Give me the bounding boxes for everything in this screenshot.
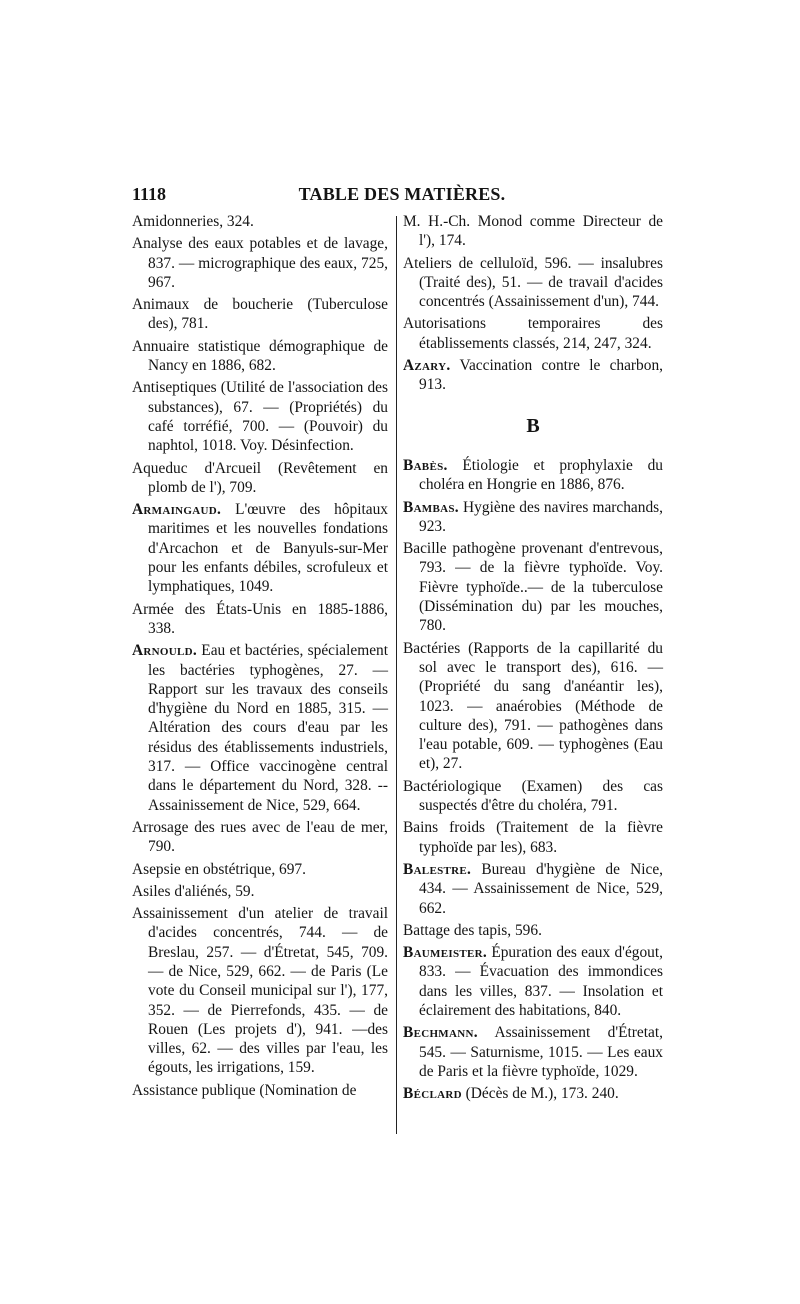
left-column [132,212,388,1103]
entry-text: Arrosage des rues avec de l'eau de mer, 790. [132,818,388,856]
index-entry [132,212,388,231]
index-entry [403,1084,663,1103]
entry-author: Azary. [403,357,451,375]
entry-author: Baumeister. [403,944,488,962]
index-entry [403,818,663,857]
entry-text: Battage des tapis, 596. [403,921,542,939]
entry-author: Bechmann. [403,1024,478,1042]
index-entry [132,818,388,857]
page-number: 1118 [132,184,167,204]
running-title: TABLE DES MATIÈRES. [298,184,506,204]
entry-author: Béclard [403,1085,462,1103]
entry-text: Ateliers de celluloïd, 596. — insalubres (Traité des), 51. — de travail d'acides concentrés (Assainissement d'un), 744. [403,254,663,311]
entry-text: Eau et bactéries, spécialement les bactéries typhogènes, 27. — Rapport sur les travaux des conseils d'hygiène du Nord en 1885, 315. — Altération des cours d'eau par les résidus des établissements industriels, 317. — Office vaccinogène central dans le département du Nord, 328. -- Assainissement de Nice, 529, 664. [148,642,388,814]
index-entry [403,860,663,918]
index-entry [403,777,663,816]
index-entry [403,539,663,635]
entry-author: Balestre. [403,860,472,878]
index-entry [132,641,388,815]
right-column-top-entries [403,212,663,395]
entry-text: Bureau d'hygiène de Nice, 434. — Assainissement de Nice, 529, 662. [419,860,663,917]
index-entry [132,459,388,498]
entry-text: Autorisations temporaires des établissements classés, 214, 247, 324. [403,315,663,352]
index-entry [403,456,663,495]
entry-text: Amidonneries, 324. [132,213,254,230]
entry-text: Assistance publique (Nomination de [132,1081,357,1099]
index-entry [132,904,388,1078]
index-entry [403,943,663,1020]
entry-text: Assainissement d'Étretat, 545. — Saturnisme, 1015. — Les eaux de Paris et la fièvre typhoïde, 1029. [419,1024,663,1080]
entry-text: Aqueduc d'Arcueil (Revêtement en plomb de l'), 709. [132,459,388,496]
index-entry [403,498,663,537]
entry-text: Bains froids (Traitement de la fièvre typhoïde par les), 683. [403,819,663,856]
entry-text: Antiseptiques (Utilité de l'association des substances), 67. — (Propriétés) du café torréfié, 700. — (Pouvoir) du naphtol, 1018. Voy. Désinfection. [132,379,388,455]
index-entry [132,500,388,596]
index-entry [132,234,388,292]
section-letter: B [526,414,540,437]
entry-text: L'œuvre des hôpitaux maritimes et les nouvelles fondations d'Arcachon et de Banyuls-sur-Mer pour les enfants débiles, scrofuleux et lymphatiques, 1049. [148,501,388,596]
entry-text: Hygiène des navires marchands, 923. [419,498,663,535]
entry-text: Épuration des eaux d'égout, 833. — Évacuation des immondices dans les villes, 837. — Insolation et éclairement des habitations, 840. [419,944,663,1019]
entry-text: Asiles d'aliénés, 59. [132,882,255,900]
entry-text: Vaccination contre le charbon, 913. [419,357,663,394]
entry-text: Bactériologique (Examen) des cas suspectés d'être du choléra, 791. [403,777,663,815]
entry-text: Bactéries (Rapports de la capillarité du sol avec le transport des), 616. — (Propriété du sang d'anéantir les), 1023. — anaérobies (Méthode de culture des), 791. — pathogènes dans l'eau potable, 609. — typhogènes (Eau et), 27. [403,639,663,773]
right-column-bottom-entries [403,456,663,1104]
index-entry [403,314,663,353]
entry-text: Annuaire statistique démographique de Nancy en 1886, 682. [132,337,388,375]
index-entry [403,254,663,312]
index-entry [132,600,388,639]
entry-author: Armaingaud. [132,501,222,519]
entry-author: Babès. [403,456,448,474]
entry-text: Armée des États-Unis en 1885-1886, 338. [132,600,388,637]
entry-text: Asepsie en obstétrique, 697. [132,860,306,878]
index-entry [403,639,663,774]
index-entry [132,882,388,901]
entry-text: Animaux de boucherie (Tuberculose des), 781. [132,296,388,333]
entry-text: Assainissement d'un atelier de travail d'acides concentrés, 744. — de Breslau, 257. — d'Étretat, 545, 709. — de Nice, 529, 662. — de Paris (Le vote du Conseil municipal sur l'), 177, 352. — de Pierrefonds, 435. — de Rouen (Les projets d'), 941. —des villes, 62. — des villes par l'eau, les égouts, les irrigations, 159. [132,905,388,1077]
index-entry [132,860,388,879]
entry-author: Arnould. [132,642,198,660]
entry-text: (Décès de M.), 173. 240. [461,1085,619,1103]
column-divider [396,216,397,1134]
index-entry [132,337,388,376]
entry-text: Étiologie et prophylaxie du choléra en Hongrie en 1886, 876. [419,456,663,494]
entry-author: Bambas. [403,498,459,516]
right-column [403,212,663,1106]
index-entry [403,212,663,251]
index-entry [132,1081,388,1100]
index-entry [132,378,388,455]
index-entry [403,356,663,395]
index-entry [132,295,388,334]
entry-text: Analyse des eaux potables et de lavage, 837. — micrographique des eaux, 725, 967. [132,235,388,291]
entry-text: M. H.-Ch. Monod comme Directeur de l'), 174. [403,213,663,250]
entry-text: Bacille pathogène provenant d'entrevous, 793. — de la fièvre typhoïde. Voy. Fièvre typhoïde..— de la tuberculose (Dissémination du) par les mouches, 780. [403,540,663,635]
index-entry [403,1023,663,1081]
index-entry [403,921,663,940]
page-header [132,184,672,206]
